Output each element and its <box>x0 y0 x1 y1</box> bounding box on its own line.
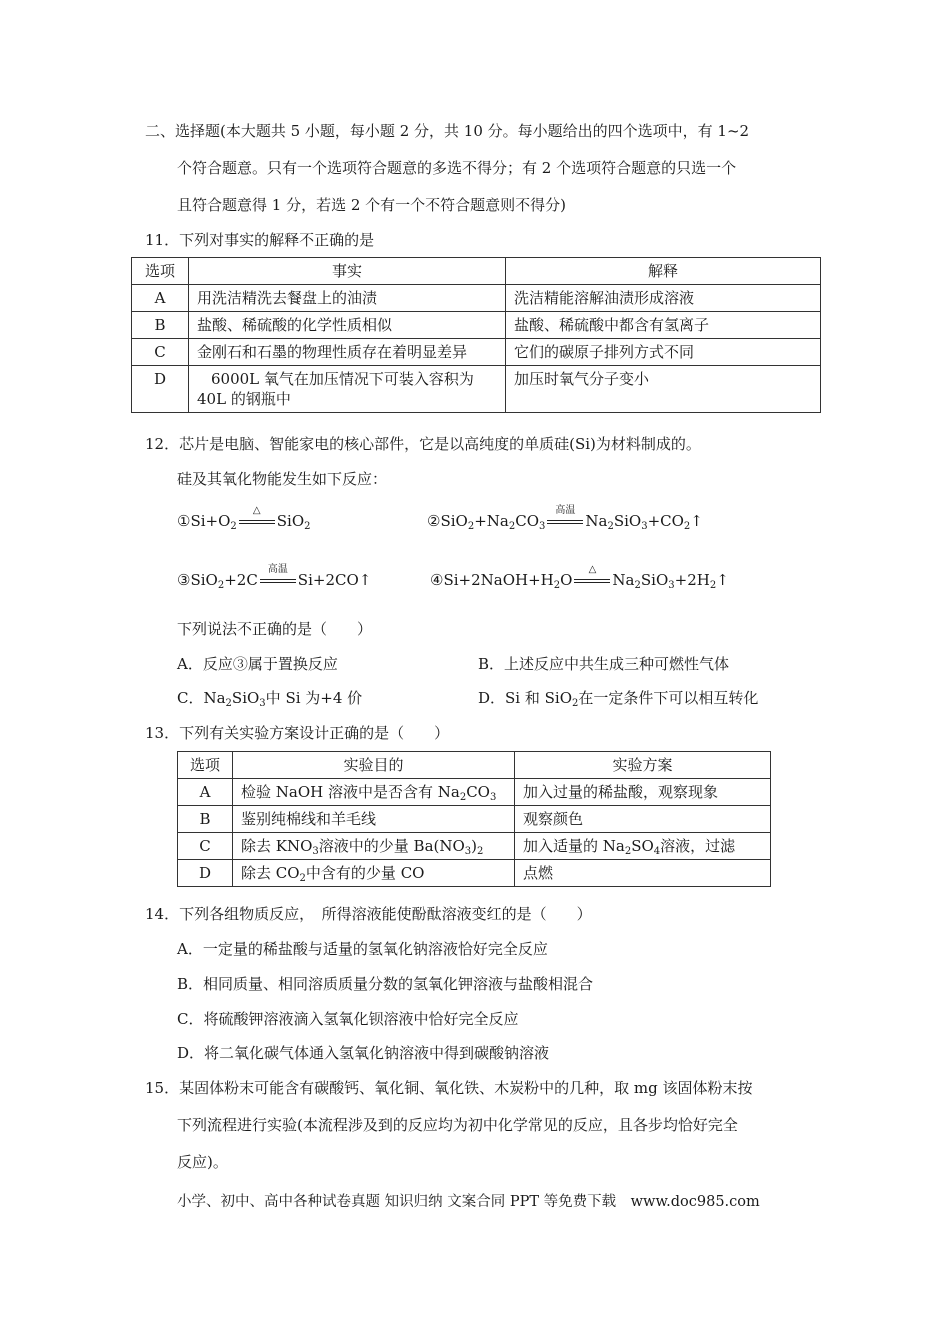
section-line-3: 且符合题意得 1 分，若选 2 个有一个不符合题意则不得分) <box>177 196 567 214</box>
table-row <box>178 779 771 806</box>
q12-stem-2: 硅及其氧化物能发生如下反应： <box>177 470 388 488</box>
option-cell: A <box>178 779 233 806</box>
high-temp-condition: 高温 <box>547 506 583 526</box>
q12-ask: 下列说法不正确的是（ ） <box>177 620 373 638</box>
q15-line-3: 反应)。 <box>177 1153 228 1171</box>
q14-option-a: A．一定量的稀盐酸与适量的氢氧化钠溶液恰好完全反应 <box>177 940 548 958</box>
q12-option-d: D．Si 和 SiO$_2$在一定条件下可以相互转化 <box>478 689 759 709</box>
q11-stem: 11．下列对事实的解释不正确的是 <box>145 231 375 249</box>
equation-1: $①Si+O_2$ △ SiO$_2$ <box>177 505 311 532</box>
option-cell: D <box>132 366 189 413</box>
option-cell: A <box>132 285 189 312</box>
q15-line-2: 下列流程进行实验(本流程涉及到的反应均为初中化学常见的反应，且各步均恰好完全 <box>177 1116 738 1134</box>
fact-cell: 盐酸、稀硫酸的化学性质相似 <box>189 312 506 339</box>
table-row <box>178 752 771 779</box>
q14-option-b: B．相同质量、相同溶质质量分数的氢氧化钾溶液与盐酸相混合 <box>177 975 594 993</box>
q13-table <box>177 751 771 887</box>
option-cell: C <box>178 833 233 860</box>
plan-cell: 点燃 <box>515 860 771 887</box>
fact-line-2: 40L 的钢瓶中 <box>197 390 291 408</box>
aim-cell: 鉴别纯棉线和羊毛线 <box>233 806 515 833</box>
fact-line-1: 6000L 氧气在加压情况下可装入容积为 <box>211 370 474 388</box>
equation-2: $②SiO_2+Na_2CO_3$ 高温 $Na_2SiO_3+CO_2↑$ <box>427 505 703 532</box>
table-header-cell: 实验目的 <box>233 752 515 779</box>
aim-cell: 检验 NaOH 溶液中是否含有 $Na_2CO_3$ <box>233 779 515 806</box>
table-header-cell: 解释 <box>506 258 821 285</box>
equation-4: $④Si+2NaOH+H_2O$ △ $Na_2SiO_3+2H_2↑$ <box>430 564 729 591</box>
q12-option-c: C．$Na_2SiO_3$中 Si 为+4 价 <box>177 689 363 709</box>
table-row <box>132 312 821 339</box>
table-header-cell: 事实 <box>189 258 506 285</box>
plan-cell: 加入适量的 $Na_2SO_4$溶液，过滤 <box>515 833 771 860</box>
q15-line-1: 15．某固体粉末可能含有碳酸钙、氧化铜、氧化铁、木炭粉中的几种，取 mg 该固体粉末按 <box>145 1079 753 1097</box>
aim-cell: 除去 $KNO_3$溶液中的少量 $Ba(NO_3)_2$ <box>233 833 515 860</box>
q11-table <box>131 257 821 413</box>
heat-condition: △ <box>574 565 610 585</box>
option-cell: B <box>178 806 233 833</box>
option-cell: B <box>132 312 189 339</box>
fact-cell: 用洗洁精洗去餐盘上的油渍 <box>189 285 506 312</box>
explain-cell: 洗洁精能溶解油渍形成溶液 <box>506 285 821 312</box>
table-row <box>132 258 821 285</box>
footer-text: 小学、初中、高中各种试卷真题 知识归纳 文案合同 PPT 等免费下载 www.doc985.com <box>177 1194 760 1210</box>
q12-option-b: B．上述反应中共生成三种可燃性气体 <box>478 655 730 673</box>
heat-condition: △ <box>239 506 275 526</box>
table-header-cell: 选项 <box>178 752 233 779</box>
q12-stem-1: 12．芯片是电脑、智能家电的核心部件，它是以高纯度的单质硅(Si)为材料制成的。 <box>145 435 701 453</box>
table-row <box>132 285 821 312</box>
section-line-2: 个符合题意。只有一个选项符合题意的多选不得分；有 2 个选项符合题意的只选一个 <box>177 159 737 177</box>
q14-stem: 14．下列各组物质反应， 所得溶液能使酚酞溶液变红的是（ ） <box>145 905 592 923</box>
q13-stem: 13．下列有关实验方案设计正确的是（ ） <box>145 724 450 742</box>
table-row <box>178 860 771 887</box>
option-cell: D <box>178 860 233 887</box>
fact-cell: 金刚石和石墨的物理性质存在着明显差异 <box>189 339 506 366</box>
q14-option-d: D．将二氧化碳气体通入氢氧化钠溶液中得到碳酸钠溶液 <box>177 1044 550 1062</box>
fact-cell <box>189 366 506 413</box>
q14-option-c: C．将硫酸钾溶液滴入氢氧化钡溶液中恰好完全反应 <box>177 1010 519 1028</box>
aim-cell: 除去 $CO_2$中含有的少量 CO <box>233 860 515 887</box>
plan-cell: 加入过量的稀盐酸，观察现象 <box>515 779 771 806</box>
table-row <box>132 366 821 413</box>
table-header-cell: 选项 <box>132 258 189 285</box>
explain-cell: 它们的碳原子排列方式不同 <box>506 339 821 366</box>
explain-cell: 加压时氧气分子变小 <box>506 366 821 413</box>
equation-3: ③SiO$_2$+2C 高温 Si+2CO↑ <box>177 564 372 591</box>
plan-cell: 观察颜色 <box>515 806 771 833</box>
table-row <box>178 806 771 833</box>
table-row <box>132 339 821 366</box>
table-row <box>178 833 771 860</box>
q12-option-a: A．反应③属于置换反应 <box>177 655 338 673</box>
high-temp-condition: 高温 <box>260 565 296 585</box>
section-line-1: 二、选择题(本大题共 5 小题，每小题 2 分，共 10 分。每小题给出的四个选项中，有 1~2 <box>145 122 750 140</box>
explain-cell: 盐酸、稀硫酸中都含有氢离子 <box>506 312 821 339</box>
option-cell: C <box>132 339 189 366</box>
table-header-cell: 实验方案 <box>515 752 771 779</box>
